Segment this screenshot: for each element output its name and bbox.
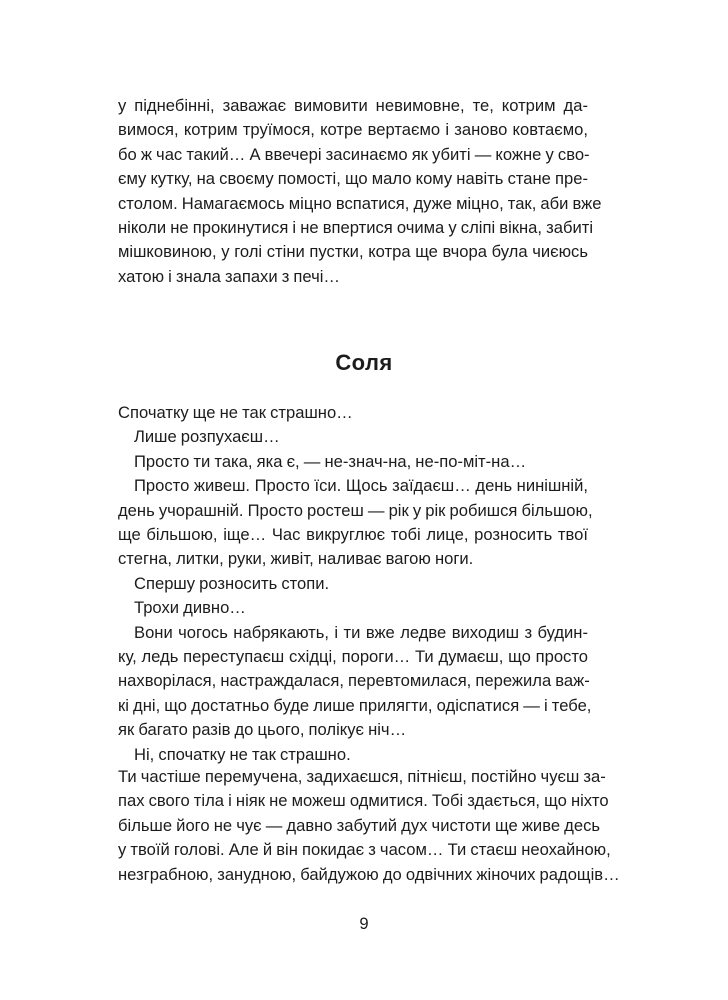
text-line: Лише розпухаєш…: [134, 427, 280, 447]
text-line: Спочатку ще не так страшно…: [118, 403, 353, 422]
text-line: стегна, литки, руки, живіт, наливає вагою ноги.: [118, 549, 474, 569]
text-line: вимося, котрим труїмося, котре вертаємо і заново ковтаємо,: [118, 120, 588, 140]
text-line: нахворілася, настраждалася, перевтомилася, пережила важ-: [118, 671, 590, 691]
text-line: кі дні, що достатньо буде лише прилягти, одіспатися — і тебе,: [118, 695, 592, 715]
text-line: день учорашній. Просто ростеш — рік у рік робишся більшою,: [118, 500, 593, 520]
text-line: незграбною, занудною, байдужою до одвічних жіночих радощів…: [118, 864, 620, 884]
text-line: Ні, спочатку не так страшно.: [134, 744, 351, 764]
top-paragraph: [118, 94, 602, 289]
text-line: мішковиною, у голі стіни пустки, котра ще вчора була чиєюсь: [118, 242, 588, 262]
text-line: у твоїй голові. Але й він покидає з часом… Ти стаєш неохайною,: [118, 840, 611, 860]
middle-section: [118, 401, 593, 767]
chapter-title: Соля: [335, 350, 393, 375]
text-line: Просто живеш. Просто їси. Щось заїдаєш… день нинішній,: [134, 476, 588, 496]
text-line: єму кутку, на своєму помості, що мало кому навіть стане пре-: [118, 169, 588, 189]
text-line: Трохи дивно…: [134, 598, 246, 618]
text-line: більше його не чує — давно забутий дух чистоти ще живе десь: [118, 815, 601, 835]
text-line: ще більшою, іще… Час викруглює тобі лице, розносить твої: [118, 525, 588, 545]
text-line: Просто ти така, яка є, — не-знач-на, не-по-міт-на…: [134, 451, 527, 471]
text-line: хатою і знала запахи з печі…: [118, 266, 341, 286]
text-line: ніколи не прокинутися і не впертися очима у сліпі вікна, забиті: [118, 218, 594, 238]
text-line: Ти частіше перемучена, задихаєшся, пітнієш, постійно чуєш за-: [118, 767, 606, 786]
text-line: бо ж час такий… А ввечері засинаємо як убиті — кожне у сво-: [118, 144, 590, 164]
text-line: у піднебінні, заважає вимовити невимовне, те, котрим да-: [118, 96, 588, 115]
bottom-paragraph: [118, 765, 620, 887]
text-line: Вони чогось набрякають, і ти вже ледве виходиш з будин-: [134, 622, 588, 642]
text-line: столом. Намагаємось міцно вспатися, дуже міцно, так, аби вже: [118, 193, 602, 213]
text-line: ку, ледь переступаєш східці, пороги… Ти думаєш, що просто: [118, 647, 588, 667]
page-number: 9: [359, 914, 369, 933]
text-line: як багато разів до цього, полікує ніч…: [118, 720, 407, 740]
text-line: Спершу розносить стопи.: [134, 573, 330, 593]
text-line: пах свого тіла і ніяк не можеш одмитися. Тобі здається, що ніхто: [118, 791, 609, 811]
